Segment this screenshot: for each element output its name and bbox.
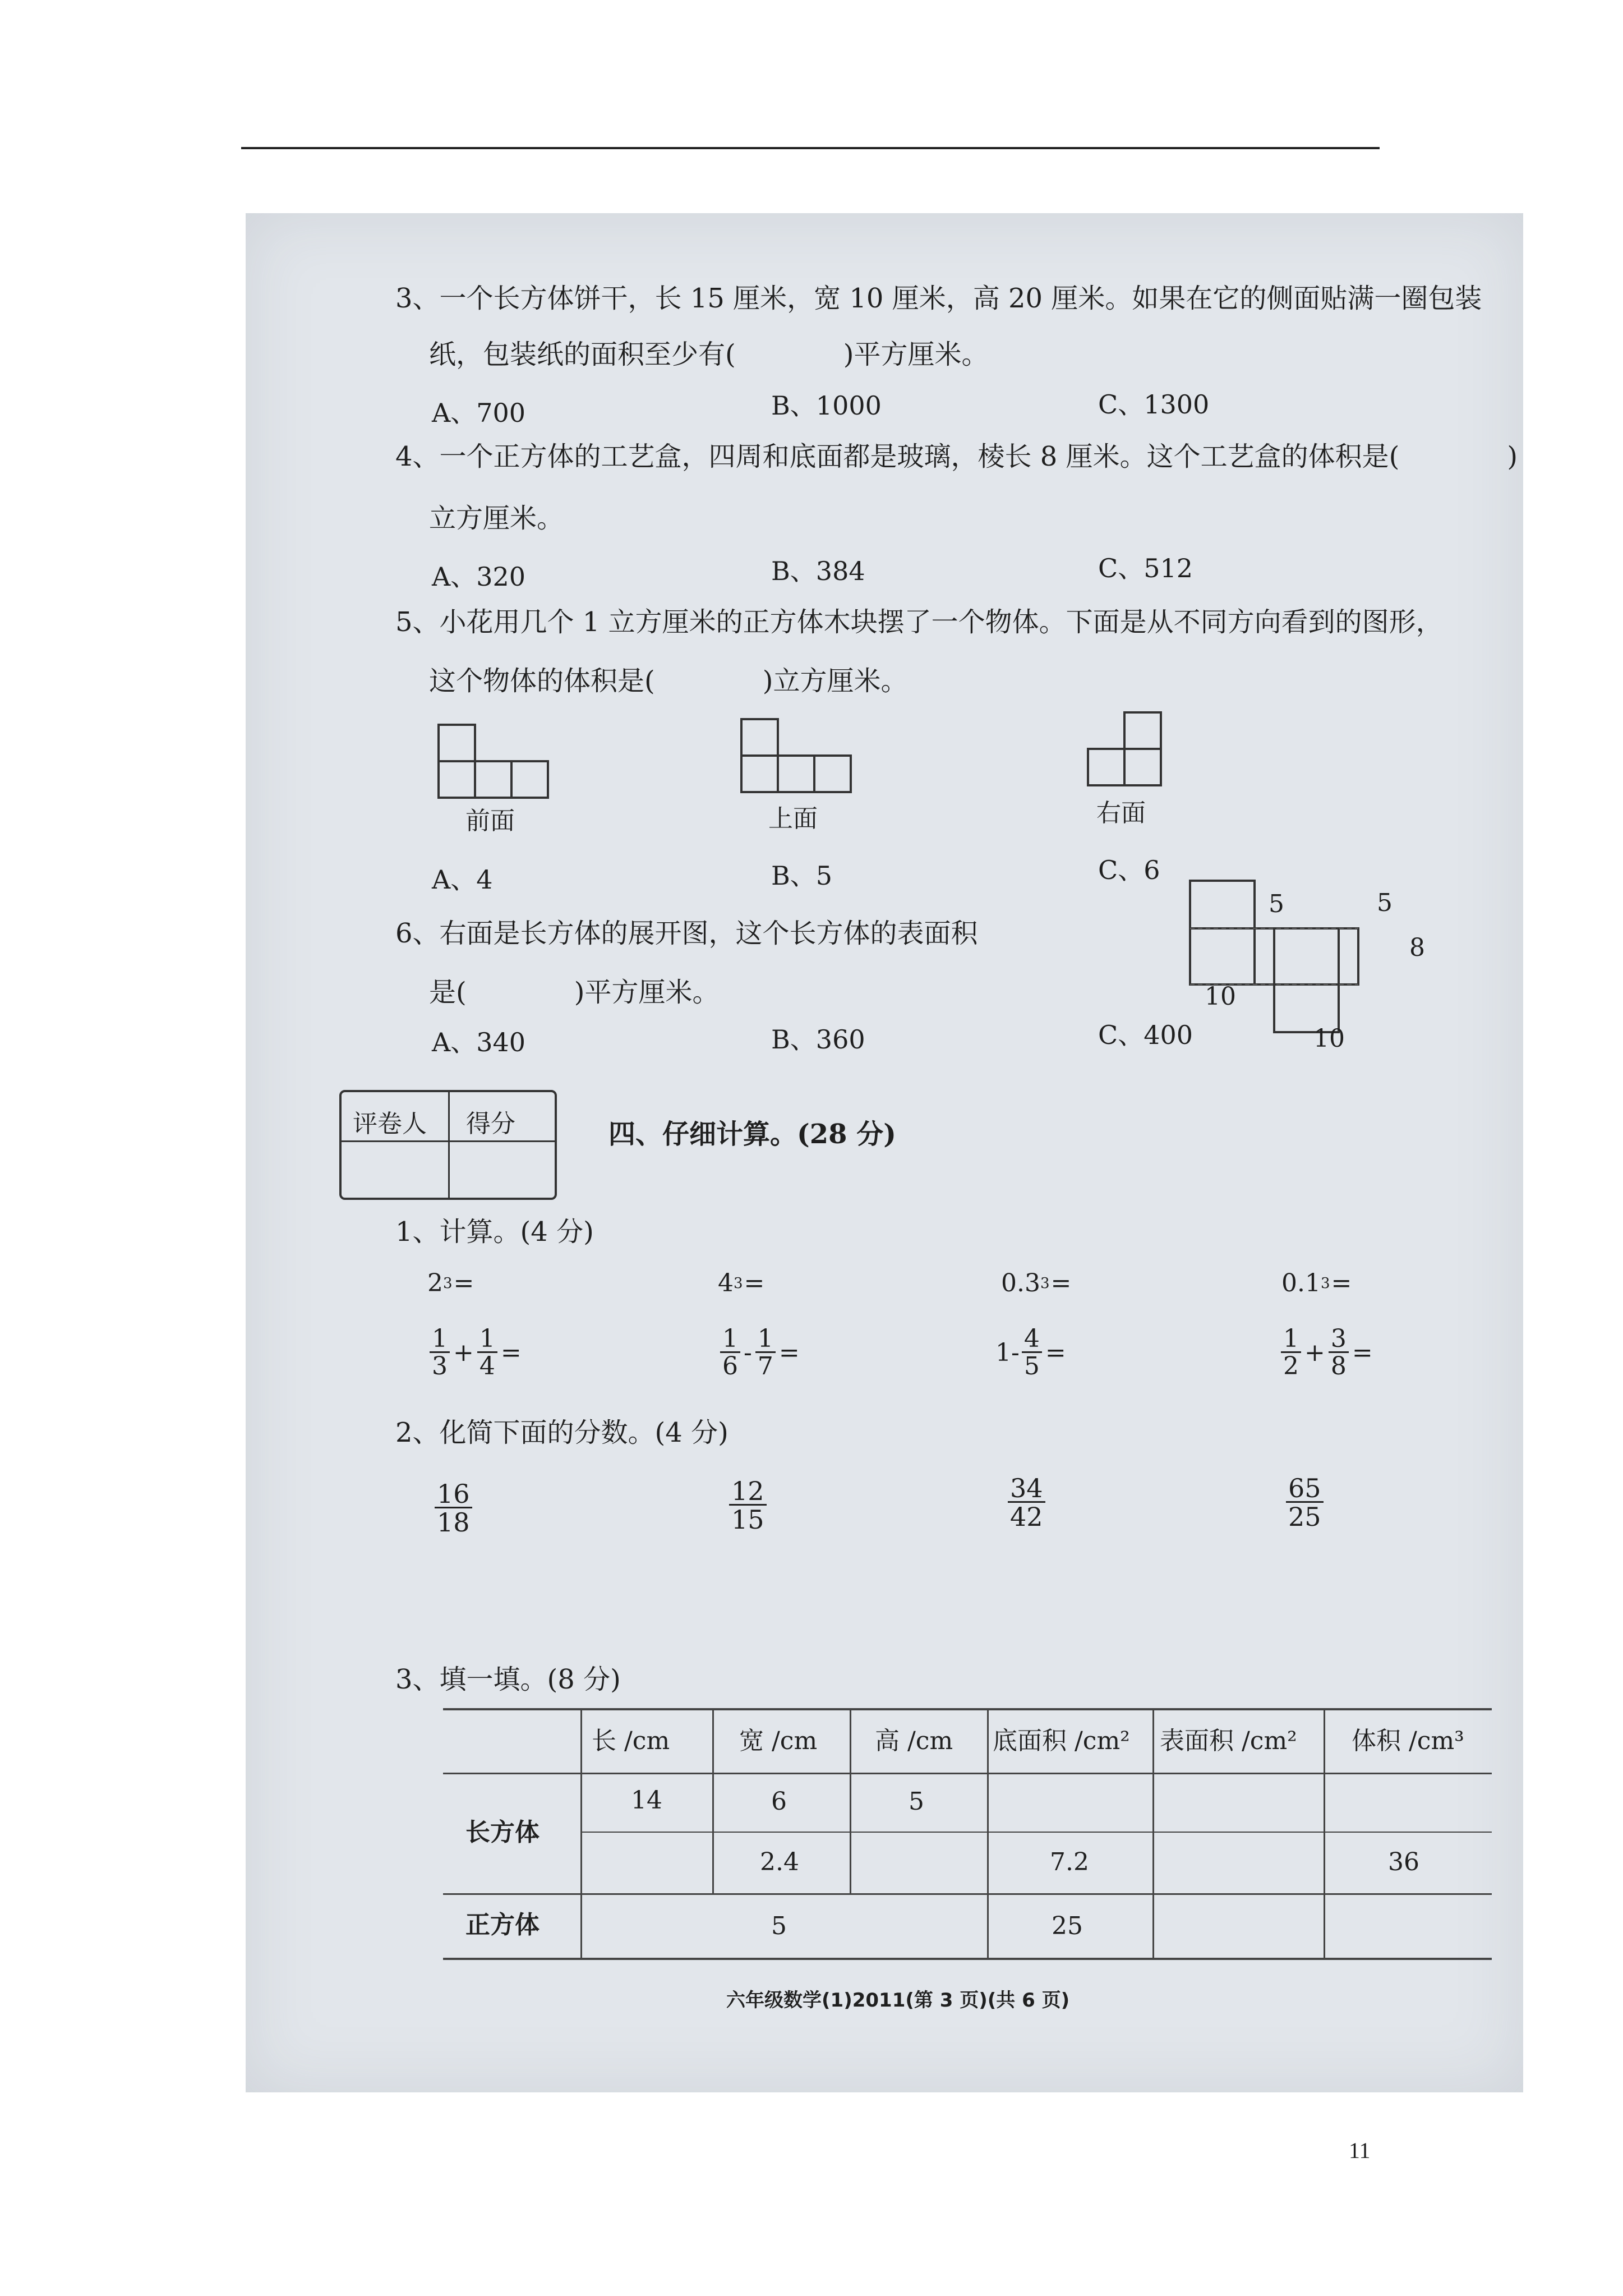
section4-title: 四、仔细计算。(28 分) — [608, 1119, 896, 1150]
p2-title: 2、化简下面的分数。(4 分) — [395, 1417, 728, 1448]
numerator: 16 — [435, 1481, 472, 1508]
equals-sign: = — [500, 1338, 522, 1367]
fraction — [755, 1324, 776, 1381]
q5-option-a: A、4 — [432, 864, 493, 895]
simplify-fraction-3 — [1008, 1475, 1045, 1530]
table-cell: 2.4 — [760, 1848, 799, 1876]
numerator: 1 — [755, 1327, 776, 1353]
table-header: 高 /cm — [875, 1727, 953, 1755]
table-col-divider — [987, 1708, 989, 1958]
numerator: 34 — [1008, 1475, 1045, 1503]
numerator: 3 — [1329, 1327, 1349, 1353]
numerator: 12 — [729, 1478, 767, 1506]
fraction-expr-1 — [427, 1324, 523, 1381]
q3-option-c: C、1300 — [1098, 389, 1210, 420]
simplify-fraction-4 — [1286, 1475, 1324, 1530]
operator: + — [1304, 1338, 1325, 1367]
row-label-cube: 正方体 — [465, 1911, 540, 1939]
table-header-rule — [443, 1773, 1492, 1774]
q3-line2: 纸，包装纸的面积至少有( )平方厘米。 — [429, 339, 989, 370]
denominator: 8 — [1330, 1352, 1347, 1381]
simplify-fraction-1 — [435, 1479, 472, 1538]
q5-line1: 5、小花用几个 1 立方厘米的正方体木块摆了一个物体。下面是从不同方向看到的图形， — [395, 606, 1443, 638]
q4-option-c: C、512 — [1098, 553, 1193, 583]
power-expr-3 — [1001, 1269, 1072, 1297]
denominator: 18 — [437, 1507, 470, 1538]
table-col-divider — [712, 1708, 714, 1893]
fraction — [1329, 1324, 1349, 1381]
net-label-10-left: 10 — [1205, 982, 1236, 1011]
net-label-10-bottom: 10 — [1313, 1024, 1345, 1053]
power-base: 4 — [718, 1269, 734, 1297]
power-base: 0.1 — [1281, 1269, 1321, 1297]
p1-title: 1、计算。(4 分) — [395, 1216, 594, 1248]
fraction-expr-2 — [718, 1324, 801, 1381]
table-mid-rule — [580, 1832, 1492, 1833]
power-expr-1 — [427, 1269, 475, 1297]
exam-footer: 六年级数学(1)2011(第 3 页)(共 6 页) — [726, 1989, 1070, 2012]
fraction-expr-3 — [995, 1324, 1067, 1381]
net-label-8: 8 — [1409, 933, 1425, 962]
page-number: 11 — [1349, 2138, 1371, 2163]
numerator: 1 — [477, 1327, 497, 1353]
grader-label-score: 得分 — [466, 1110, 515, 1138]
q4-option-b: B、384 — [771, 556, 865, 586]
power-base: 0.3 — [1001, 1269, 1040, 1297]
power-exponent: 3 — [443, 1274, 453, 1292]
q6-option-a: A、340 — [432, 1027, 526, 1057]
q3-option-a: A、700 — [432, 398, 526, 428]
table-top-rule — [443, 1708, 1492, 1710]
grader-box-divider-horizontal — [342, 1140, 555, 1142]
table-header: 底面积 /cm² — [993, 1727, 1130, 1755]
row-label-cuboid: 长方体 — [465, 1818, 540, 1847]
equals-sign: = — [453, 1269, 474, 1297]
operator: - — [744, 1338, 752, 1367]
grader-label-reviewer: 评卷人 — [353, 1110, 427, 1138]
grader-score-box — [339, 1090, 557, 1200]
denominator: 15 — [731, 1504, 764, 1535]
cuboid-net-diagram — [1189, 878, 1436, 1035]
power-exponent: 3 — [1040, 1274, 1050, 1292]
table-cell: 36 — [1388, 1848, 1419, 1876]
fraction-expr-4 — [1279, 1324, 1374, 1381]
table-row-rule — [443, 1893, 1492, 1895]
table-header: 表面积 /cm² — [1160, 1727, 1297, 1755]
p3-title: 3、填一填。(8 分) — [395, 1664, 621, 1695]
table-cell: 5 — [909, 1787, 924, 1816]
q3-line1: 3、一个长方体饼干，长 15 厘米，宽 10 厘米，高 20 厘米。如果在它的侧面贴满一圈包装 — [395, 283, 1482, 314]
table-cell: 25 — [1052, 1912, 1083, 1940]
numerator: 1 — [430, 1327, 450, 1353]
q6-option-c: C、400 — [1098, 1020, 1193, 1050]
fraction — [477, 1324, 497, 1381]
table-cell: 14 — [631, 1786, 662, 1815]
equals-sign: = — [1331, 1269, 1352, 1297]
view-label-front: 前面 — [465, 807, 515, 835]
table-cell: 6 — [771, 1787, 787, 1816]
denominator: 7 — [757, 1352, 773, 1381]
denominator: 3 — [432, 1352, 448, 1381]
table-col-divider — [580, 1708, 582, 1958]
q6-line2: 是( )平方厘米。 — [429, 977, 720, 1008]
table-col-divider — [1152, 1708, 1154, 1958]
simplify-fraction-2 — [729, 1478, 767, 1533]
table-cell: 7.2 — [1050, 1848, 1089, 1876]
denominator: 5 — [1023, 1352, 1040, 1381]
power-exponent: 3 — [734, 1274, 743, 1292]
numerator: 4 — [1022, 1327, 1042, 1353]
denominator: 25 — [1288, 1502, 1321, 1532]
equals-sign: = — [1352, 1338, 1373, 1367]
net-label-5-right: 5 — [1377, 889, 1393, 917]
right-view-diagram — [1087, 711, 1171, 795]
table-header: 体积 /cm³ — [1352, 1727, 1464, 1755]
q3-option-b: B、1000 — [771, 390, 882, 421]
power-expr-2 — [718, 1269, 766, 1297]
fraction — [1281, 1324, 1301, 1381]
equals-sign: = — [744, 1269, 765, 1297]
equals-sign: = — [1050, 1269, 1072, 1297]
numerator: 1 — [1281, 1327, 1301, 1353]
fraction — [1022, 1324, 1042, 1381]
q4-line1: 4、一个正方体的工艺盒，四周和底面都是玻璃，棱长 8 厘米。这个工艺盒的体积是( ) — [395, 441, 1518, 472]
table-header: 长 /cm — [592, 1727, 670, 1755]
equals-sign: = — [1045, 1338, 1066, 1367]
q6-option-b: B、360 — [771, 1024, 865, 1055]
view-label-top: 上面 — [768, 804, 818, 833]
q4-line2: 立方厘米。 — [429, 503, 564, 534]
power-base: 2 — [427, 1269, 443, 1297]
table-cell: 5 — [771, 1912, 787, 1940]
operator: + — [453, 1338, 474, 1367]
table-bottom-rule — [443, 1958, 1492, 1960]
numerator: 65 — [1286, 1475, 1324, 1503]
denominator: 42 — [1010, 1502, 1043, 1532]
lead-term: 1- — [995, 1338, 1020, 1367]
net-label-5-left: 5 — [1269, 890, 1284, 918]
numerator: 1 — [720, 1327, 740, 1353]
top-view-diagram — [740, 718, 858, 802]
q5-line2: 这个物体的体积是( )立方厘米。 — [429, 665, 908, 697]
power-exponent: 3 — [1320, 1274, 1330, 1292]
q5-option-b: B、5 — [771, 861, 833, 891]
grader-box-divider-vertical — [448, 1092, 450, 1198]
table-col-divider — [850, 1708, 851, 1893]
denominator: 4 — [479, 1352, 495, 1381]
front-view-diagram — [437, 724, 555, 808]
q4-option-a: A、320 — [432, 562, 526, 592]
fraction — [430, 1324, 450, 1381]
table-header: 宽 /cm — [739, 1727, 818, 1755]
header-rule — [241, 147, 1380, 149]
q5-option-c: C、6 — [1098, 855, 1160, 885]
denominator: 2 — [1283, 1352, 1299, 1381]
denominator: 6 — [722, 1352, 738, 1381]
view-label-right: 右面 — [1096, 799, 1146, 827]
power-expr-4 — [1281, 1269, 1353, 1297]
fraction — [720, 1324, 740, 1381]
q6-line1: 6、右面是长方体的展开图，这个长方体的表面积 — [395, 918, 978, 949]
table-col-divider — [1324, 1708, 1325, 1958]
equals-sign: = — [778, 1338, 800, 1367]
